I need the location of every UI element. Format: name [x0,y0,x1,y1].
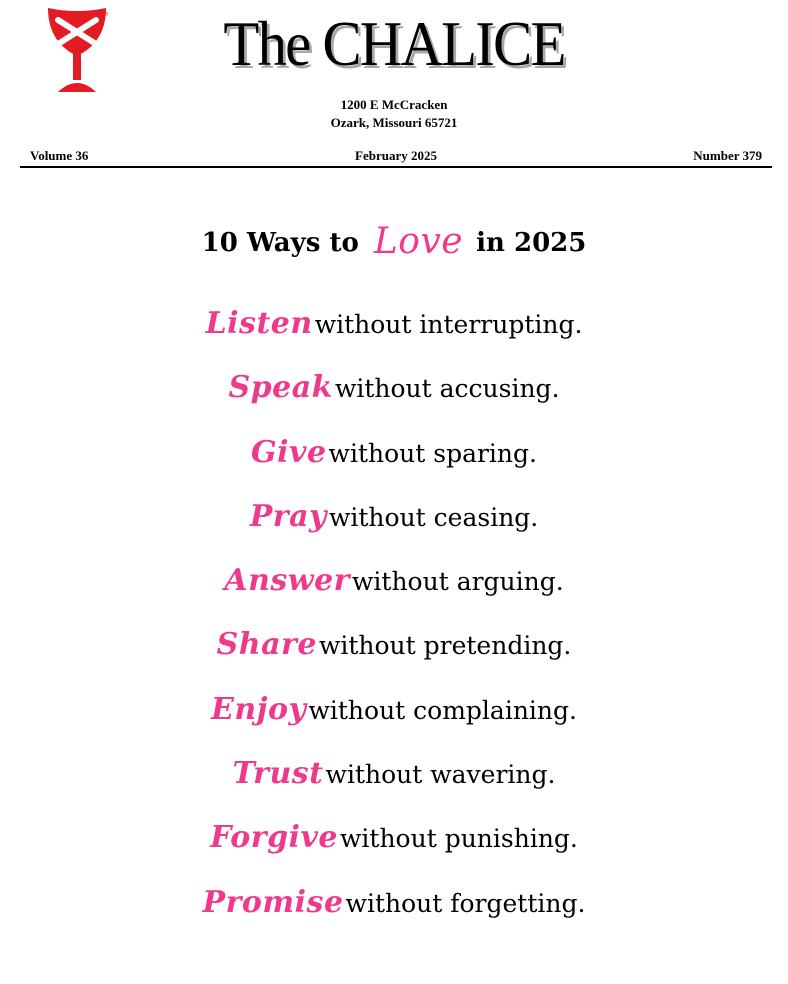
issue-date: February 2025 [355,148,437,163]
list-item [0,555,788,619]
way-text: without accusing. [334,374,560,404]
way-text: without forgetting. [345,888,586,918]
heading-text-after: in 2025 [476,228,587,258]
svg-text:®: ® [104,12,109,18]
way-text: without interrupting. [314,310,583,339]
way-verb: Share [216,627,317,663]
way-verb: Enjoy [211,691,307,727]
list-item [0,619,788,683]
list-item [0,684,788,748]
address-city: Ozark, Missouri 65721 [330,115,458,130]
masthead-title: The CHALICE [223,8,565,79]
way-text: without complaining. [308,695,577,725]
heading-text-before: 10 Ways to [201,228,359,258]
list-item [0,877,788,941]
way-text: without punishing. [340,824,578,854]
masthead-address [0,96,788,132]
way-text: without ceasing. [328,502,539,532]
way-verb: Forgive [210,820,338,856]
list-item [0,427,788,491]
way-verb: Give [251,434,327,470]
article-heading [0,216,788,269]
way-verb: Listen [205,306,313,341]
list-item [0,491,788,555]
address-street: 1200 E McCracken [340,97,448,112]
list-item [0,298,788,362]
header-divider [20,166,772,168]
list-item [0,748,788,812]
volume-label: Volume 36 [30,148,89,163]
way-text: without pretending. [318,631,572,661]
way-verb: Promise [202,884,344,920]
way-verb: Trust [232,756,324,792]
way-text: without arguing. [352,567,564,597]
issue-number: Number 379 [693,148,762,163]
list-item [0,362,788,426]
list-item [0,812,788,876]
way-text: without sparing. [328,438,537,468]
way-verb: Pray [249,498,327,534]
heading-highlight-word: Love [373,221,464,262]
way-verb: Speak [228,370,333,406]
ways-list [0,298,788,941]
way-text: without wavering. [325,760,556,790]
way-verb: Answer [224,563,350,599]
